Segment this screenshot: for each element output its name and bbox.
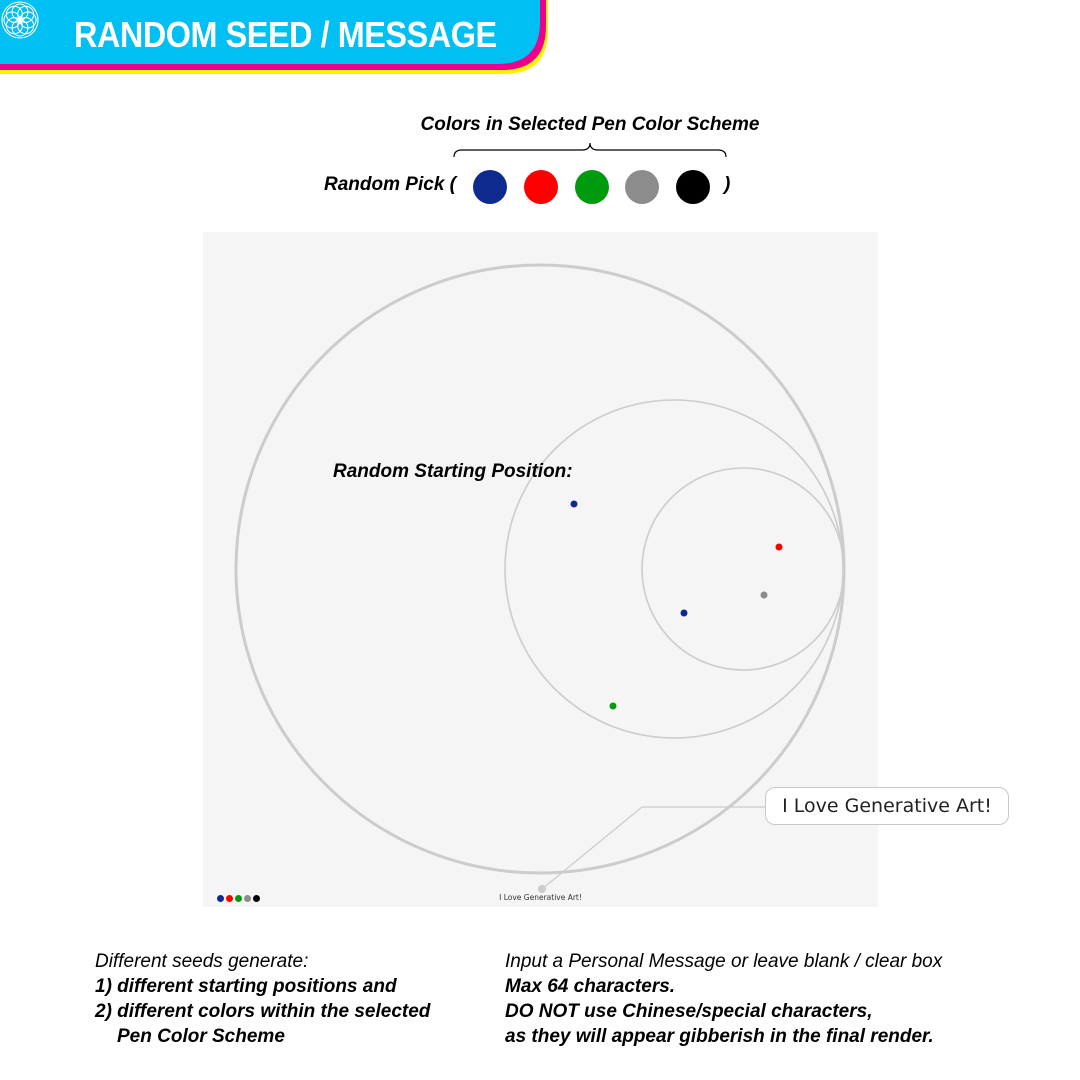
page-title: RANDOM SEED / MESSAGE — [74, 14, 497, 55]
message-note-line: Input a Personal Message or leave blank / clear box — [505, 951, 943, 972]
mini-swatch — [244, 895, 251, 902]
spirograph-icon — [0, 0, 40, 40]
message-note-line: Max 64 characters. — [505, 976, 676, 997]
curly-brace-icon — [450, 140, 730, 160]
starting-position-label: Random Starting Position: — [333, 461, 573, 482]
mini-swatch — [226, 895, 233, 902]
mini-swatch — [253, 895, 260, 902]
swatch-red — [524, 170, 558, 204]
swatch-blue — [473, 170, 507, 204]
start-point-blue-2 — [681, 610, 688, 617]
callout-anchor — [538, 885, 546, 893]
seed-notes — [95, 949, 430, 1049]
inner-ring — [642, 468, 844, 670]
personal-message-input[interactable] — [765, 787, 1009, 825]
seed-note-line: 2) different colors within the selected — [95, 1001, 431, 1022]
middle-ring — [505, 400, 843, 738]
header-banner — [0, 0, 560, 80]
canvas-message-text: I Love Generative Art! — [499, 893, 582, 902]
swatch-black — [676, 170, 710, 204]
message-notes — [505, 949, 942, 1049]
seed-note-line: Pen Color Scheme — [117, 1026, 285, 1047]
outer-ring — [236, 265, 844, 873]
seed-note-line: 1) different starting positions and — [95, 976, 397, 997]
message-note-line: as they will appear gibberish in the final render. — [505, 1026, 934, 1047]
seed-note-line: Different seeds generate: — [95, 951, 309, 972]
random-pick-label: Random Pick ( — [324, 174, 456, 195]
swatch-gray — [625, 170, 659, 204]
start-point-green — [610, 703, 617, 710]
random-pick-close: ) — [724, 174, 731, 195]
message-note-line: DO NOT use Chinese/special characters, — [505, 1001, 873, 1022]
start-point-red — [776, 544, 783, 551]
mini-swatch — [235, 895, 242, 902]
start-point-blue — [571, 501, 578, 508]
callout-line — [542, 807, 769, 889]
mini-swatch — [217, 895, 224, 902]
scheme-title: Colors in Selected Pen Color Scheme — [420, 114, 760, 135]
start-point-gray — [761, 592, 768, 599]
swatch-green — [575, 170, 609, 204]
mini-palette — [217, 895, 260, 902]
